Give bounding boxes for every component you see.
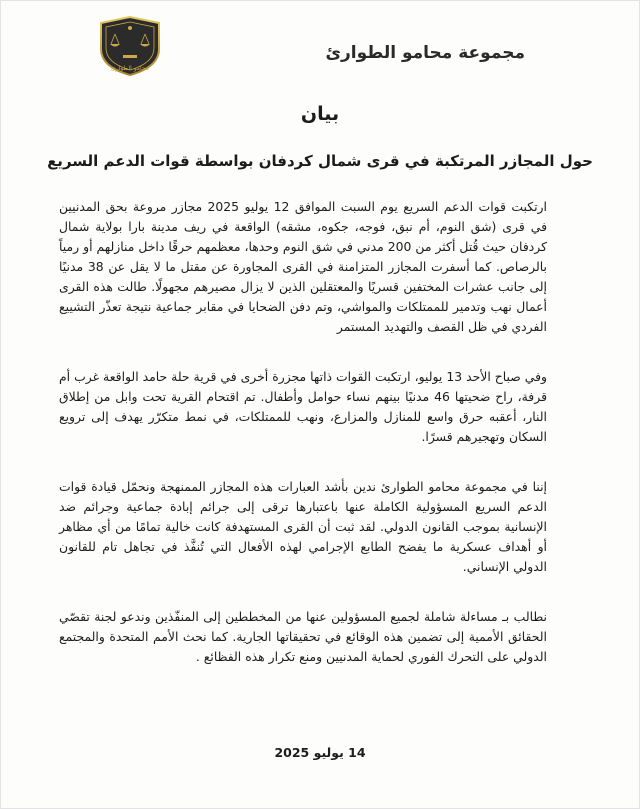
statement-subtitle: حول المجازر المرتكبة في قرى شمال كردفان بواسطة قوات الدعم السريع bbox=[47, 152, 593, 170]
letterhead bbox=[1, 15, 639, 85]
paragraph-3: إننا في مجموعة محامو الطوارئ ندين بأشد العبارات هذه المجازر الممنهجة ونحمّل قيادة قوات الدعم السريع المسؤولية الكاملة عنها باعتبارها ترقى إلى جرائم إبادة جماعية وجرائم ضد الإنسانية بموجب القانون الدولي. لقد ثبت أن القرى المستهدفة كانت خالية تمامًا من أي مظاهر أو أهداف عسكرية ما يفضح الطابع الإجرامي لهذه الأفعال التي تُنفَّذ في تجاهل تام للقانون الدولي الإنساني. bbox=[59, 479, 547, 574]
statement-title: بيان bbox=[300, 103, 340, 125]
organization-name: مجموعة محامو الطوارئ bbox=[325, 43, 525, 63]
logo-caption: محامو الطوارئ bbox=[111, 65, 149, 72]
statement-body bbox=[59, 197, 547, 697]
statement-date: 14 يوليو 2025 bbox=[274, 745, 366, 760]
paragraph-2: وفي صباح الأحد 13 يوليو، ارتكبت القوات ذاتها مجزرة أخرى في قرية حلة حامد الواقعة غرب أم قرفة، راح ضحيتها 46 مدنيًا بينهم نساء حوامل وأطفال. تم اقتحام القرية تحت وابل من إطلاق النار، أعقبه حرق واسع للمنازل والمزارع، ونهب للممتلكات، في نمط متكرّر يهدف إلى ترويع السكان وتهجيرهم قسرًا. bbox=[59, 369, 547, 444]
paragraph-4: نطالب بـ مساءلة شاملة لجميع المسؤولين عنها من المخططين إلى المنفّذين وندعو لجنة تقصّي الحقائق الأممية إلى تضمين هذه الوقائع في تحقيقاتها الجارية. كما نحث الأمم المتحدة والمجتمع الدولي على التحرك الفوري لحماية المدنيين ومنع تكرار هذه الفظائع . bbox=[59, 609, 547, 664]
paragraph-1: ارتكبت قوات الدعم السريع يوم السبت الموافق 12 يوليو 2025 مجازر مروعة بحق المدنيين في قرى (شق النوم، أم نبق، فوجه، جكوه، مشقه) الواقعة في ريف مدينة بارا بولاية شمال كردفان حيث قُتل أكثر من 200 مدني في شق النوم وحدها، معظمهم حرقًا داخل منازلهم أو رمياً بالرصاص. كما أسفرت المجازر المتزامنة في القرى المجاورة عن مقتل ما لا يقل عن 38 مدنيًا إلى جانب عشرات المختفين قسريًا والمعتقلين الذين لا يزال مصيرهم مجهولًا. طالت هذه القرى أعمال نهب وتدمير للممتلكات والمواشي، وتم دفن الضحايا في مقابر جماعية نتيجة تعذّر التشييع الفردي في ظل القصف والتهديد المستمر bbox=[59, 199, 548, 334]
